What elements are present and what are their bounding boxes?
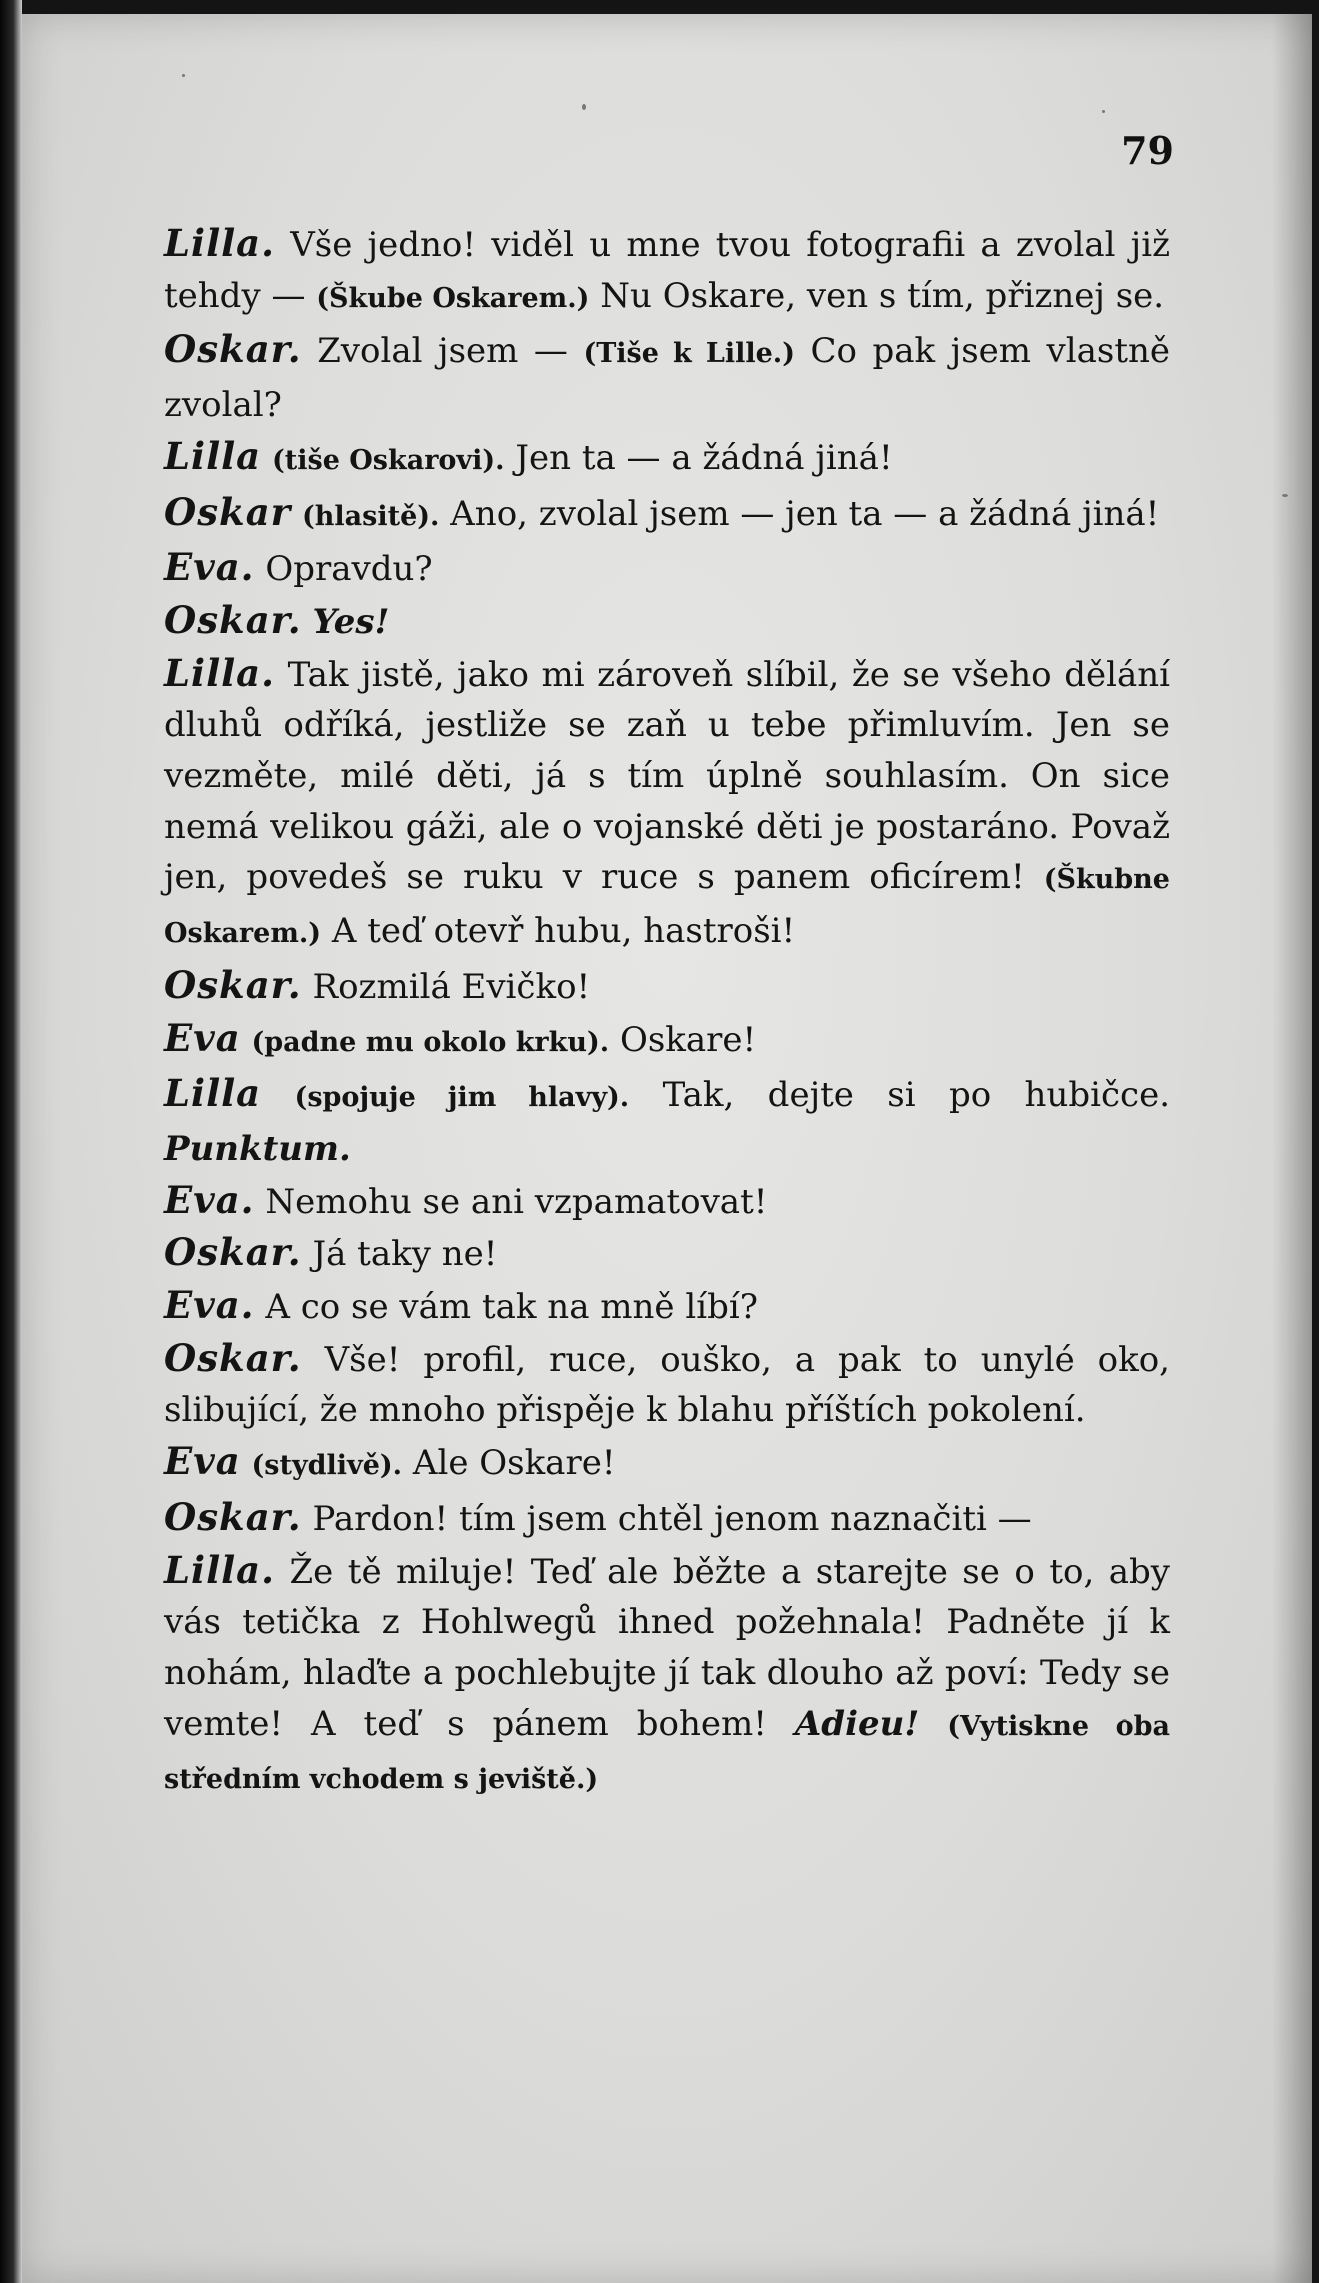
stage-direction: (Vytiskne oba středním vchodem s jeviště.) [164,1710,1170,1796]
dialogue-text: A teď otevř hubu, hastroši! [331,911,796,952]
speaker-name: Oskar. [164,1494,302,1539]
dialogue-line [92,1280,1170,1333]
speaker-name: Oskar. [164,962,302,1007]
speaker-name: Oskar [164,489,292,534]
dialogue-line [92,487,1170,543]
dialogue-line [92,1333,1170,1436]
stage-direction: (tiše Oskarovi). [271,444,505,476]
dialogue-line [92,542,1170,595]
dialogue-line [92,960,1170,1013]
dialogue-text: Vše jedno! viděl u mne tvou fotografii a zvolal již tehdy — [164,225,1171,316]
stage-direction: (hlasitě). [301,500,440,532]
book-spine-edge [0,0,22,2283]
dialogue-line [92,1068,1170,1174]
dialogue-text: Vše! profil, ruce, ouško, a pak to unylé oko, slibující, že mnoho přispěje k blahu příštích pokolení. [164,1339,1170,1431]
stage-direction: (Škube Oskarem.) [316,282,590,314]
dialogue-line [92,1436,1170,1492]
emphasized-text: Yes! [312,601,390,642]
page-number: 79 [1121,128,1174,173]
play-text [92,218,1170,1806]
speaker-name: Eva. [164,1177,255,1222]
speaker-name: Oskar. [164,1230,302,1275]
dialogue-line [92,1492,1170,1545]
dialogue-text: Ano, zvolal jsem — jen ta — a žádná jiná! [450,493,1160,534]
dialogue-text: Oskare! [619,1019,757,1060]
dialogue-text: Tak jistě, jako mi zároveň slíbil, že se všeho dělání dluhů odříká, jestliže se zaň u tebe přimluvím. Jen se vezměte, milé děti, já s tím úplně souhlasím. On sice nemá velikou gáži, ale o vojanské děti je postaráno. Považ jen, povedeš se ruku v ruce s panem oficírem! [164,654,1170,898]
speaker-name: Eva. [164,1283,255,1328]
speaker-name: Eva [164,1015,241,1060]
emphasized-text: Punktum. [164,1128,351,1169]
dialogue-text: A co se vám tak na mně líbí? [265,1287,758,1328]
dialogue-text: Co pak jsem vlastně zvolal? [164,331,1171,426]
dialogue-line [92,431,1170,487]
stage-direction: (spojuje jim hlavy). [294,1082,630,1114]
dialogue-line [92,1175,1170,1228]
dialogue-text: Rozmilá Evičko! [312,966,591,1007]
dialogue-text: Já taky ne! [312,1234,498,1275]
dialogue-line [92,595,1170,648]
dialogue-text: Že tě miluje! Teď ale běžte a starejte se o to, aby vás tetička z Hohlwegů ihned požehnala! Padněte jí k nohám, hlaďte a pochlebujte jí tak dlouho až poví: Tedy se vemte! A teď s pánem bohem! [164,1551,1170,1744]
emphasized-text: Adieu! [794,1703,920,1744]
speaker-name: Lilla. [164,650,276,695]
speaker-name: Oskar. [164,1335,302,1380]
speaker-name: Oskar. [164,597,302,642]
stage-direction: (stydlivě). [251,1450,403,1482]
stage-direction: (Tiše k Lille.) [583,338,795,370]
dialogue-text: Zvolal jsem — [317,331,568,372]
dialogue-line [92,1013,1170,1069]
dialogue-text: Ale Oskare! [412,1443,616,1484]
dialogue-text: Pardon! tím jsem chtěl jenom naznačiti — [312,1498,1032,1539]
speaker-name: Lilla [164,433,262,478]
speaker-name: Eva [164,1439,241,1484]
dialogue-text: Nemohu se ani vzpamatovat! [265,1181,768,1222]
dialogue-text: Opravdu? [265,549,433,590]
stage-direction: (padne mu okolo krku). [251,1026,610,1058]
dialogue-line [92,218,1170,324]
dialogue-line [92,1545,1170,1807]
page-edge-shadow [1272,14,1312,2283]
speaker-name: Lilla. [164,221,276,265]
dialogue-line [92,324,1170,430]
dialogue-line [92,648,1170,960]
speaker-name: Lilla [164,1071,262,1116]
dialogue-text: Tak, dejte si po hubičce. [662,1075,1170,1116]
speaker-name: Oskar. [164,327,302,372]
speaker-name: Lilla. [164,1547,276,1592]
dialogue-line [92,1227,1170,1280]
dialogue-text: Nu Oskare, ven s tím, přiznej se. [600,275,1165,316]
dialogue-text: Jen ta — a žádná jiná! [515,437,893,478]
speaker-name: Eva. [164,545,255,590]
stage-direction: (Škubne Oskarem.) [164,864,1170,950]
